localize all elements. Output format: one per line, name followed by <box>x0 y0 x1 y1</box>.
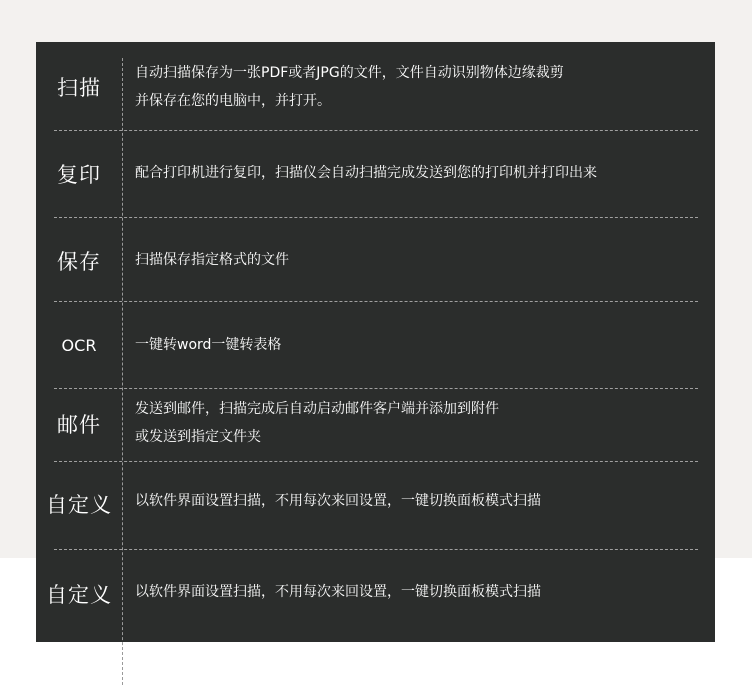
feature-label: 保存 <box>57 250 101 274</box>
feature-description <box>135 578 541 606</box>
feature-description-line: 配合打印机进行复印，扫描仪会自动扫描完成发送到您的打印机并打印出来 <box>135 165 597 181</box>
feature-label: 自定义 <box>46 493 112 517</box>
feature-description-line: 以软件界面设置扫描，不用每次来回设置，一键切换面板模式扫描 <box>135 584 541 600</box>
feature-description <box>135 59 564 115</box>
feature-description <box>135 246 289 274</box>
feature-description <box>135 159 597 187</box>
feature-label: 复印 <box>57 163 101 187</box>
feature-row-scan <box>36 42 715 130</box>
feature-description-line: 自动扫描保存为一张PDF或者JPG的文件，文件自动识别物体边缘裁剪 <box>135 65 564 81</box>
feature-row-ocr <box>36 302 715 388</box>
feature-description <box>135 487 541 515</box>
feature-label: OCR <box>61 336 97 355</box>
feature-description-line: 或发送到指定文件夹 <box>135 429 261 445</box>
feature-row-save <box>36 218 715 301</box>
feature-label: 自定义 <box>46 583 112 607</box>
feature-description <box>135 395 499 451</box>
feature-row-email <box>36 389 715 461</box>
feature-description-line: 发送到邮件，扫描完成后自动启动邮件客户端并添加到附件 <box>135 401 499 417</box>
feature-row-copy <box>36 131 715 217</box>
feature-description-line: 并保存在您的电脑中，并打开。 <box>135 93 331 109</box>
feature-description-line: 扫描保存指定格式的文件 <box>135 252 289 268</box>
feature-description-line: 一键转word一键转表格 <box>135 337 282 353</box>
feature-label: 邮件 <box>57 413 101 437</box>
feature-description-line: 以软件界面设置扫描，不用每次来回设置，一键切换面板模式扫描 <box>135 493 541 509</box>
feature-row-custom <box>36 462 715 549</box>
feature-label: 扫描 <box>57 76 101 100</box>
feature-row-custom-2 <box>36 550 715 642</box>
feature-description <box>135 331 281 359</box>
